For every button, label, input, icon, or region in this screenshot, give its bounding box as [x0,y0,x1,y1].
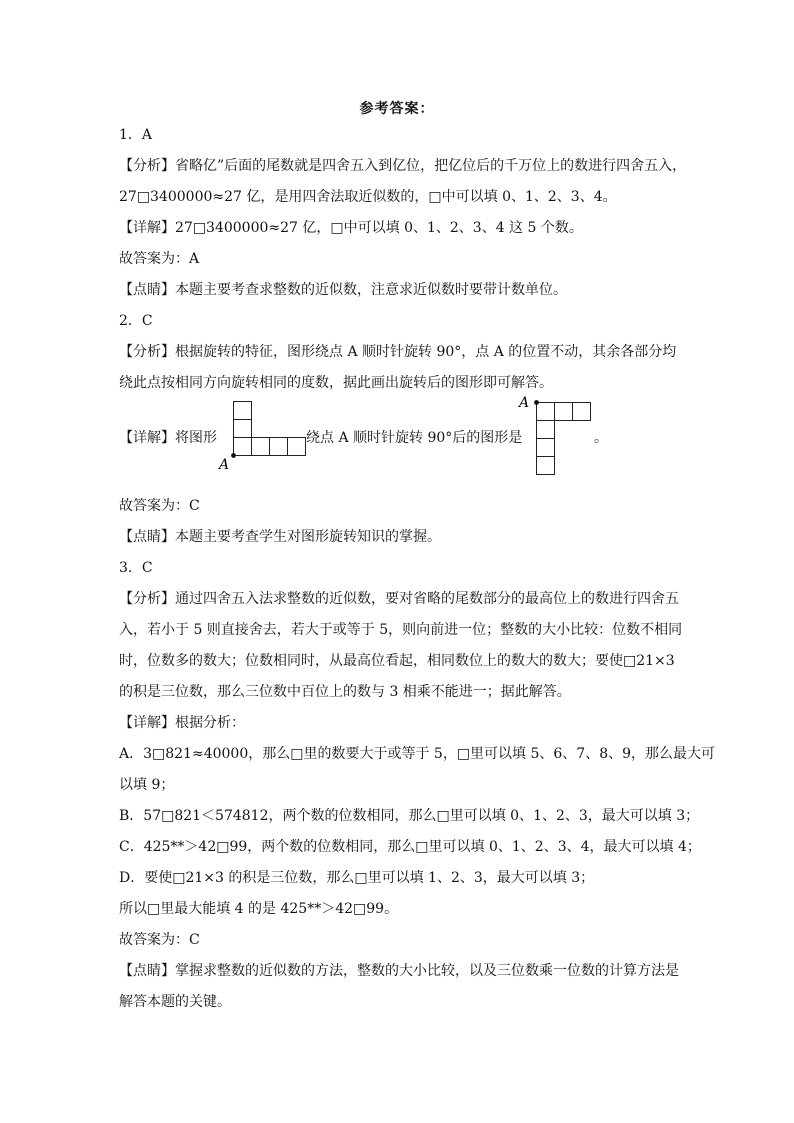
point-a-label-rotated: A [519,395,530,411]
point-a-label: A [219,457,230,471]
q3-option-a-line-2: 以填 9； [119,777,175,793]
q3-analysis-line-2: 入，若小于 5 则直接舍去，若大于或等于 5，则向前进一位；整数的大小比较：位数不相同 [119,622,683,638]
point-a-dot-rotated [534,400,539,405]
point-a-dot [231,453,236,458]
q3-comment-line-2: 解答本题的关键。 [119,994,231,1010]
q1-answer: 故答案为：A [119,251,200,267]
page-title: 参考答案： [359,101,435,117]
q1-comment: 【点睛】本题主要考查求整数的近似数，注意求近似数时要带计数单位。 [119,282,567,298]
q1-number: 1．A [119,127,153,143]
q3-option-d: D．要使□21×3 的积是三位数，那么□里可以填 1、2、3，最大可以填 3； [119,870,595,886]
q3-analysis-line-3: 时，位数多的数大；位数相同时，从最高位看起，相同数位上的数大的数大；要使□21×3 [119,653,675,669]
q2-answer: 故答案为：C [119,498,200,514]
q1-detail: 【详解】27□3400000≈27 亿，□中可以填 0、1、2、3、4 这 5 个数。 [119,220,583,236]
q2-detail-figure-row [119,395,681,491]
q2-analysis-line-1: 【分析】根据旋转的特征，图形绕点 A 顺时针旋转 90°，点 A 的位置不动，其余各部分均 [119,344,677,360]
q3-number: 3．C [119,560,153,576]
q3-analysis-line-1: 【分析】通过四舍五入法求整数的近似数，要对省略的尾数部分的最高位上的数进行四舍五 [119,591,679,607]
original-l-shape-figure [217,399,309,471]
q2-analysis-line-2: 绕此点按相同方向旋转相同的度数，据此画出旋转后的图形即可解答。 [119,375,553,391]
q3-detail-head: 【详解】根据分析： [119,715,245,731]
q3-answer: 故答案为：C [119,932,200,948]
q3-analysis-line-4: 的积是三位数，那么三位数中百位上的数与 3 相乘不能进一；据此解答。 [119,684,571,700]
q3-comment-line-1: 【点睛】掌握求整数的近似数的方法，整数的大小比较，以及三位数乘一位数的计算方法是 [119,963,679,979]
rotated-l-shape-figure [517,393,592,477]
q2-detail-text-c: 。 [594,430,608,446]
q2-number: 2．C [119,313,153,329]
q2-detail-text-b: 绕点 A 顺时针旋转 90°后的图形是 [306,430,523,446]
q2-comment: 【点睛】本题主要考查学生对图形旋转知识的掌握。 [119,529,441,545]
q1-analysis-line-1: 【分析】省略亿”后面的尾数就是四舍五入到亿位，把亿位后的千万位上的数进行四舍五入， [119,158,687,174]
q3-option-c: C．425**＞42□99，两个数的位数相同，那么□里可以填 0、1、2、3、4，最大可以填 4； [119,839,701,855]
q3-conclusion: 所以□里最大能填 4 的是 425**＞42□99。 [119,901,399,917]
q2-detail-text-a: 【详解】将图形 [119,430,217,446]
q3-option-a-line-1: A．3□821≈40000，那么□里的数要大于或等于 5，□里可以填 5、6、7、8、9，那么最大可 [119,746,716,762]
answer-content [119,120,716,1018]
q3-option-b: B．57□821＜574812，两个数的位数相同，那么□里可以填 0、1、2、3，最大可以填 3； [119,808,700,824]
q1-analysis-line-2: 27□3400000≈27 亿，是用四舍法取近似数的，□中可以填 0、1、2、3、4。 [119,189,617,205]
